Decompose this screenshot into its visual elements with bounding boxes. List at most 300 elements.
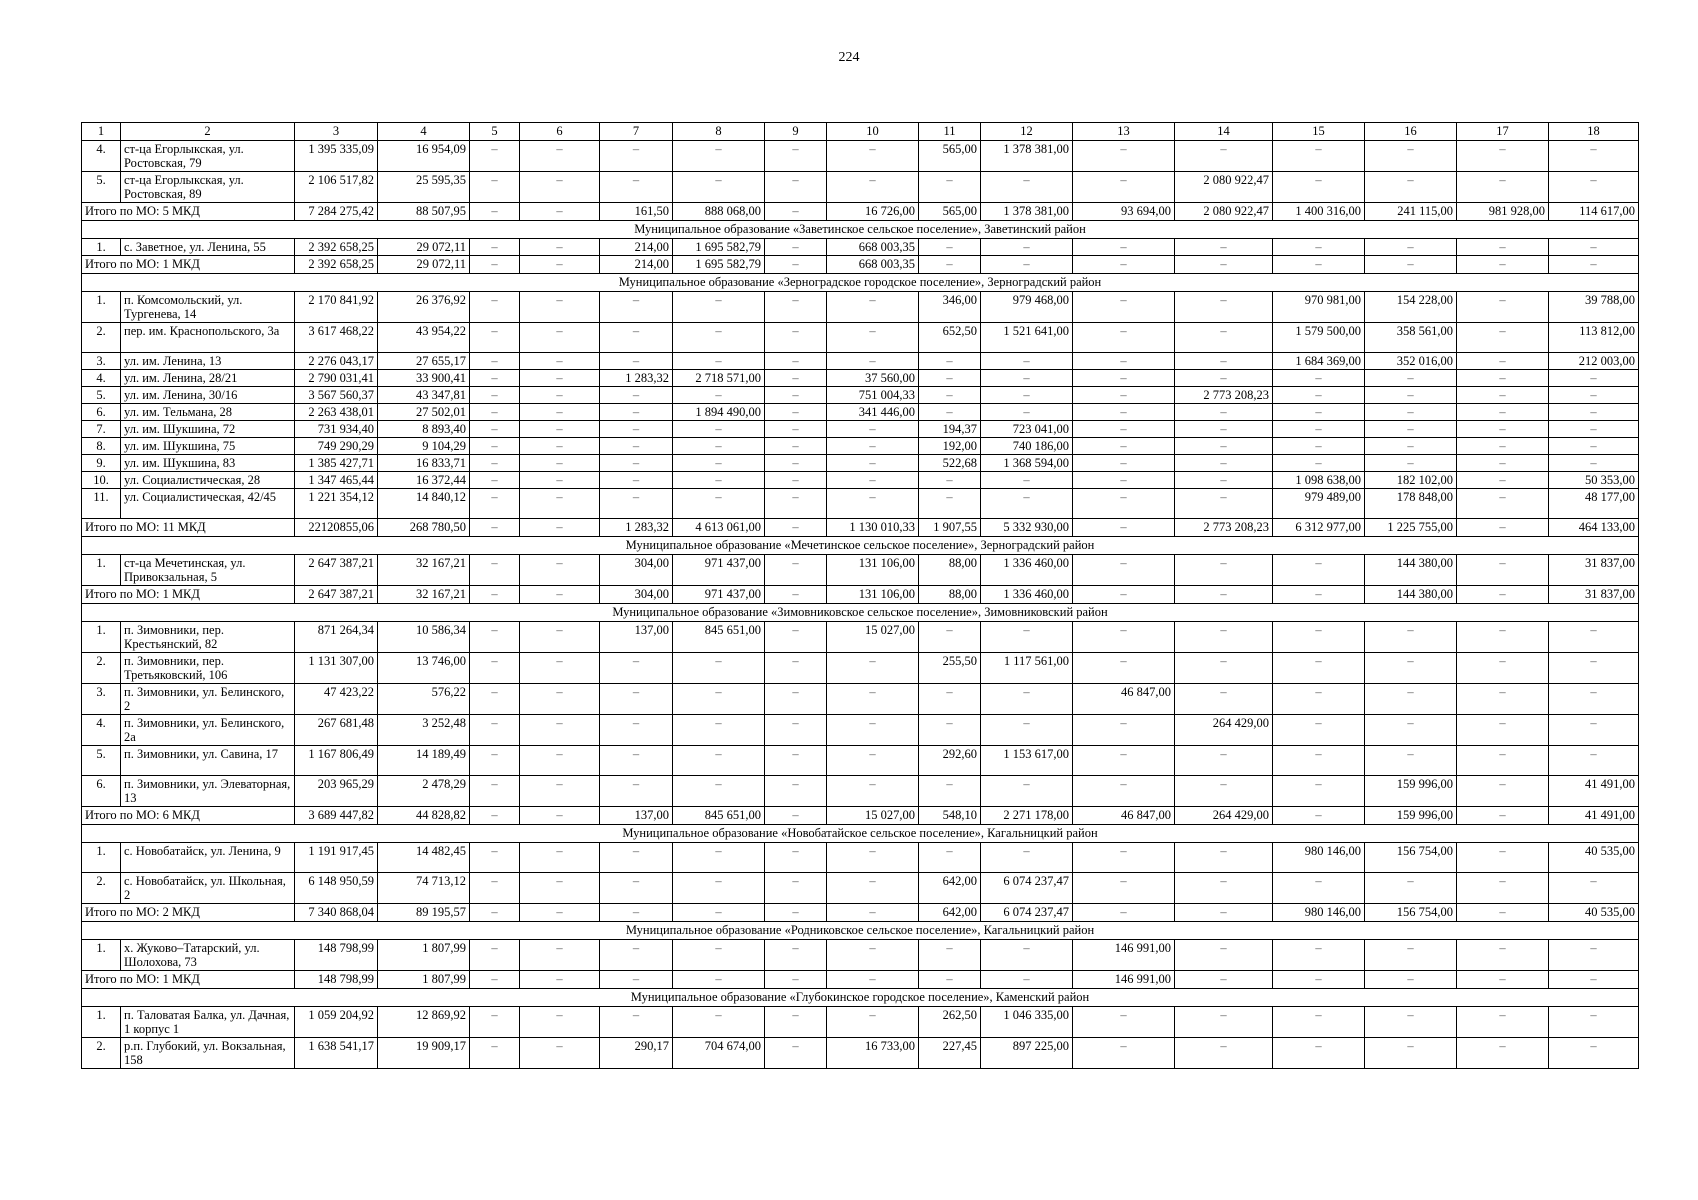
total-row [82,203,1639,221]
value-cell: 27 655,17 [378,353,470,370]
value-cell: – [600,353,673,370]
value-cell: – [1457,172,1549,203]
value-cell: – [1549,622,1639,653]
value-cell: 255,50 [919,653,981,684]
value-cell: – [600,404,673,421]
value-cell: – [470,1007,520,1038]
value-cell: 1 894 490,00 [673,404,765,421]
total-value-cell: – [470,256,520,274]
address-cell: ул. Социалистическая, 28 [121,472,295,489]
total-value-cell: – [765,586,827,604]
total-value-cell: 93 694,00 [1073,203,1175,221]
value-cell: – [1273,141,1365,172]
total-value-cell: 888 068,00 [673,203,765,221]
municipality-title: Муниципальное образование «Зимовниковское сельское поселение», Зимовниковский район [82,604,1639,622]
total-value-cell: – [981,971,1073,989]
building-row [82,438,1639,455]
value-cell: 182 102,00 [1365,472,1457,489]
value-cell: – [1073,1007,1175,1038]
value-cell: 1 153 617,00 [981,746,1073,776]
total-value-cell: – [520,519,600,537]
value-cell: – [827,489,919,519]
value-cell: – [673,323,765,353]
value-cell: – [981,776,1073,807]
address-cell: с. Новобатайск, ул. Ленина, 9 [121,843,295,873]
value-cell: 2 647 387,21 [295,555,378,586]
value-cell: 3 617 468,22 [295,323,378,353]
value-cell: – [673,715,765,746]
value-cell: – [600,172,673,203]
value-cell: 3 252,48 [378,715,470,746]
value-cell: – [470,555,520,586]
total-value-cell: 114 617,00 [1549,203,1639,221]
value-cell: – [600,489,673,519]
total-value-cell: 16 726,00 [827,203,919,221]
building-row [82,489,1639,519]
row-number: 7. [82,421,121,438]
value-cell: 1 521 641,00 [981,323,1073,353]
municipality-title: Муниципальное образование «Родниковское сельское поселение», Кагальницкий район [82,922,1639,940]
value-cell: – [827,684,919,715]
building-row [82,1007,1639,1038]
total-value-cell: 268 780,50 [378,519,470,537]
municipality-section-row [82,221,1639,239]
value-cell: – [765,940,827,971]
column-number-cell: 5 [470,123,520,141]
value-cell: 212 003,00 [1549,353,1639,370]
value-cell: – [1457,843,1549,873]
total-value-cell: 3 689 447,82 [295,807,378,825]
value-cell: – [1273,684,1365,715]
value-cell: – [520,387,600,404]
address-cell: ст-ца Мечетинская, ул. Привокзальная, 5 [121,555,295,586]
value-cell: – [1273,555,1365,586]
value-cell: – [1365,746,1457,776]
value-cell: – [1273,940,1365,971]
value-cell: – [1365,421,1457,438]
value-cell: – [1365,141,1457,172]
value-cell: – [765,292,827,323]
address-cell: с. Новобатайск, ул. Школьная, 2 [121,873,295,904]
municipality-section-row [82,989,1639,1007]
value-cell: 227,45 [919,1038,981,1069]
value-cell: – [919,776,981,807]
value-cell: – [1175,472,1273,489]
value-cell: – [981,172,1073,203]
value-cell: 2 392 658,25 [295,239,378,256]
value-cell: – [765,776,827,807]
column-number-cell: 7 [600,123,673,141]
total-value-cell: – [520,586,600,604]
building-row [82,421,1639,438]
value-cell: – [520,940,600,971]
value-cell: – [1175,489,1273,519]
value-cell: 642,00 [919,873,981,904]
value-cell: – [1457,353,1549,370]
total-row [82,256,1639,274]
value-cell: 1 283,32 [600,370,673,387]
building-row [82,172,1639,203]
value-cell: – [827,353,919,370]
address-cell: п. Зимовники, ул. Савина, 17 [121,746,295,776]
total-value-cell: – [827,971,919,989]
value-cell: 1 695 582,79 [673,239,765,256]
value-cell: – [470,843,520,873]
value-cell: – [1273,746,1365,776]
value-cell: – [673,873,765,904]
address-cell: ул. им. Ленина, 28/21 [121,370,295,387]
value-cell: – [1365,1038,1457,1069]
total-value-cell: 89 195,57 [378,904,470,922]
value-cell: 723 041,00 [981,421,1073,438]
value-cell: – [765,141,827,172]
total-value-cell: 88 507,95 [378,203,470,221]
row-number: 10. [82,472,121,489]
total-label: Итого по МО: 2 МКД [82,904,295,922]
value-cell: – [1549,455,1639,472]
value-cell: – [470,622,520,653]
value-cell: – [919,489,981,519]
value-cell: 2 790 031,41 [295,370,378,387]
value-cell: – [919,715,981,746]
value-cell: 27 502,01 [378,404,470,421]
value-cell: 144 380,00 [1365,555,1457,586]
value-cell: – [1175,370,1273,387]
total-value-cell: – [1273,586,1365,604]
row-number: 4. [82,715,121,746]
value-cell: – [673,940,765,971]
value-cell: – [600,715,673,746]
value-cell: – [470,141,520,172]
value-cell: – [520,292,600,323]
value-cell: – [1073,353,1175,370]
value-cell: 1 638 541,17 [295,1038,378,1069]
column-number-cell: 14 [1175,123,1273,141]
value-cell: – [470,746,520,776]
total-value-cell: 1 336 460,00 [981,586,1073,604]
value-cell: 652,50 [919,323,981,353]
total-value-cell: – [1457,586,1549,604]
total-value-cell: 7 284 275,42 [295,203,378,221]
value-cell: 137,00 [600,622,673,653]
value-cell: 971 437,00 [673,555,765,586]
row-number: 1. [82,622,121,653]
value-cell: – [1273,1007,1365,1038]
value-cell: – [600,438,673,455]
value-cell: 1 684 369,00 [1273,353,1365,370]
value-cell: 15 027,00 [827,622,919,653]
value-cell: 10 586,34 [378,622,470,653]
value-cell: – [673,472,765,489]
building-row [82,404,1639,421]
total-value-cell: 1 225 755,00 [1365,519,1457,537]
total-value-cell: 29 072,11 [378,256,470,274]
value-cell: 845 651,00 [673,622,765,653]
total-value-cell: 668 003,35 [827,256,919,274]
value-cell: 8 893,40 [378,421,470,438]
value-cell: – [765,472,827,489]
value-cell: – [520,653,600,684]
address-cell: п. Зимовники, пер. Крестьянский, 82 [121,622,295,653]
value-cell: – [1175,438,1273,455]
value-cell: – [1273,370,1365,387]
total-value-cell: – [1073,256,1175,274]
value-cell: – [1549,746,1639,776]
value-cell: 2 718 571,00 [673,370,765,387]
value-cell: 290,17 [600,1038,673,1069]
value-cell: – [600,653,673,684]
address-cell: х. Жуково–Татарский, ул. Шолохова, 73 [121,940,295,971]
value-cell: – [765,172,827,203]
value-cell: 2 773 208,23 [1175,387,1273,404]
value-cell: 19 909,17 [378,1038,470,1069]
value-cell: – [470,776,520,807]
value-cell: – [520,323,600,353]
total-row [82,586,1639,604]
value-cell: 522,68 [919,455,981,472]
value-cell: – [765,1007,827,1038]
value-cell: – [600,776,673,807]
value-cell: 704 674,00 [673,1038,765,1069]
column-number-cell: 2 [121,123,295,141]
value-cell: – [520,472,600,489]
total-value-cell: – [1457,256,1549,274]
value-cell: – [470,940,520,971]
value-cell: – [673,746,765,776]
value-cell: 39 788,00 [1549,292,1639,323]
value-cell: – [673,1007,765,1038]
value-cell: – [470,370,520,387]
value-cell: – [1073,370,1175,387]
value-cell: – [1073,438,1175,455]
building-row [82,746,1639,776]
value-cell: – [765,421,827,438]
column-number-cell: 13 [1073,123,1175,141]
value-cell: – [600,141,673,172]
total-value-cell: – [470,807,520,825]
value-cell: – [1365,622,1457,653]
value-cell: – [1457,141,1549,172]
value-cell: – [1073,776,1175,807]
total-value-cell: – [1073,586,1175,604]
value-cell: 668 003,35 [827,239,919,256]
value-cell: – [673,353,765,370]
total-value-cell: 6 312 977,00 [1273,519,1365,537]
value-cell: – [1549,438,1639,455]
total-value-cell: 131 106,00 [827,586,919,604]
value-cell: – [765,653,827,684]
row-number: 4. [82,370,121,387]
total-value-cell: 1 130 010,33 [827,519,919,537]
value-cell: 113 812,00 [1549,323,1639,353]
value-cell: – [981,622,1073,653]
total-value-cell: 15 027,00 [827,807,919,825]
value-cell: – [1175,292,1273,323]
municipality-section-row [82,274,1639,292]
value-cell: – [470,387,520,404]
value-cell: – [919,370,981,387]
total-value-cell: – [1273,807,1365,825]
column-number-cell: 3 [295,123,378,141]
value-cell: – [470,472,520,489]
total-value-cell: 642,00 [919,904,981,922]
total-value-cell: – [600,971,673,989]
value-cell: – [1457,622,1549,653]
value-cell: – [827,1007,919,1038]
value-cell: 203 965,29 [295,776,378,807]
column-number-cell: 16 [1365,123,1457,141]
value-cell: 1 046 335,00 [981,1007,1073,1038]
value-cell: 88,00 [919,555,981,586]
municipality-title: Муниципальное образование «Новобатайское сельское поселение», Кагальницкий район [82,825,1639,843]
total-label: Итого по МО: 1 МКД [82,256,295,274]
value-cell: – [520,421,600,438]
value-cell: – [827,421,919,438]
value-cell: – [981,940,1073,971]
value-cell: – [1549,404,1639,421]
row-number: 6. [82,776,121,807]
address-cell: п. Зимовники, ул. Белинского, 2 [121,684,295,715]
building-row [82,622,1639,653]
row-number: 11. [82,489,121,519]
value-cell: 565,00 [919,141,981,172]
total-value-cell: – [1175,971,1273,989]
value-cell: 1 131 307,00 [295,653,378,684]
value-cell: – [1365,715,1457,746]
total-value-cell: 2 271 178,00 [981,807,1073,825]
value-cell: – [470,353,520,370]
total-label: Итого по МО: 11 МКД [82,519,295,537]
total-value-cell: – [827,904,919,922]
value-cell: – [1365,438,1457,455]
column-number-cell: 11 [919,123,981,141]
value-cell: 74 713,12 [378,873,470,904]
total-value-cell: – [1549,256,1639,274]
value-cell: 37 560,00 [827,370,919,387]
row-number: 3. [82,353,121,370]
value-cell: – [1365,1007,1457,1038]
value-cell: – [1175,404,1273,421]
total-row [82,807,1639,825]
value-cell: – [673,653,765,684]
value-cell: 3 567 560,37 [295,387,378,404]
value-cell: – [919,843,981,873]
value-cell: 192,00 [919,438,981,455]
total-value-cell: – [765,904,827,922]
value-cell: – [520,873,600,904]
value-cell: – [673,684,765,715]
total-value-cell: – [1175,256,1273,274]
value-cell: – [520,684,600,715]
building-row [82,387,1639,404]
building-row [82,873,1639,904]
value-cell: – [1365,873,1457,904]
row-number: 2. [82,873,121,904]
value-cell: 48 177,00 [1549,489,1639,519]
value-cell: 751 004,33 [827,387,919,404]
value-cell: – [470,1038,520,1069]
value-cell: – [765,353,827,370]
value-cell: – [981,684,1073,715]
value-cell: 14 189,49 [378,746,470,776]
building-row [82,323,1639,353]
total-label: Итого по МО: 1 МКД [82,586,295,604]
total-value-cell: 46 847,00 [1073,807,1175,825]
value-cell: – [765,323,827,353]
value-cell: – [1549,873,1639,904]
value-cell: – [1073,472,1175,489]
address-cell: п. Зимовники, пер. Третьяковский, 106 [121,653,295,684]
value-cell: – [1273,715,1365,746]
value-cell: – [1273,455,1365,472]
value-cell: – [765,684,827,715]
value-cell: – [600,387,673,404]
value-cell: 970 981,00 [1273,292,1365,323]
value-cell: – [600,843,673,873]
value-cell: 871 264,34 [295,622,378,653]
value-cell: 43 347,81 [378,387,470,404]
value-cell: – [1273,873,1365,904]
value-cell: – [765,873,827,904]
value-cell: – [919,353,981,370]
total-value-cell: – [470,203,520,221]
value-cell: – [600,472,673,489]
total-value-cell: – [470,904,520,922]
value-cell: – [1175,1038,1273,1069]
value-cell: – [981,353,1073,370]
value-cell: – [470,438,520,455]
value-cell: 154 228,00 [1365,292,1457,323]
value-cell: 341 446,00 [827,404,919,421]
value-cell: – [919,684,981,715]
total-value-cell: 264 429,00 [1175,807,1273,825]
total-value-cell: – [981,256,1073,274]
value-cell: – [765,455,827,472]
total-value-cell: 44 828,82 [378,807,470,825]
value-cell: 12 869,92 [378,1007,470,1038]
municipality-title: Муниципальное образование «Заветинское сельское поселение», Заветинский район [82,221,1639,239]
total-value-cell: – [520,203,600,221]
value-cell: – [1175,622,1273,653]
total-row [82,519,1639,537]
address-cell: ул. им. Ленина, 13 [121,353,295,370]
total-value-cell: 241 115,00 [1365,203,1457,221]
value-cell: – [1549,684,1639,715]
total-value-cell: 32 167,21 [378,586,470,604]
row-number: 2. [82,323,121,353]
column-number-cell: 17 [1457,123,1549,141]
total-value-cell: – [470,586,520,604]
address-cell: ул. им. Шукшина, 83 [121,455,295,472]
value-cell: 346,00 [919,292,981,323]
value-cell: – [600,323,673,353]
value-cell: – [1457,370,1549,387]
total-value-cell: 565,00 [919,203,981,221]
value-cell: – [1175,873,1273,904]
total-value-cell: – [1457,904,1549,922]
building-row [82,292,1639,323]
address-cell: п. Таловатая Балка, ул. Дачная, 1 корпус 1 [121,1007,295,1038]
row-number: 1. [82,940,121,971]
value-cell: – [1073,555,1175,586]
value-cell: – [1457,746,1549,776]
value-cell: – [1073,746,1175,776]
row-number: 5. [82,172,121,203]
total-value-cell: 41 491,00 [1549,807,1639,825]
value-cell: – [600,940,673,971]
total-value-cell: 5 332 930,00 [981,519,1073,537]
total-value-cell: – [1549,971,1639,989]
